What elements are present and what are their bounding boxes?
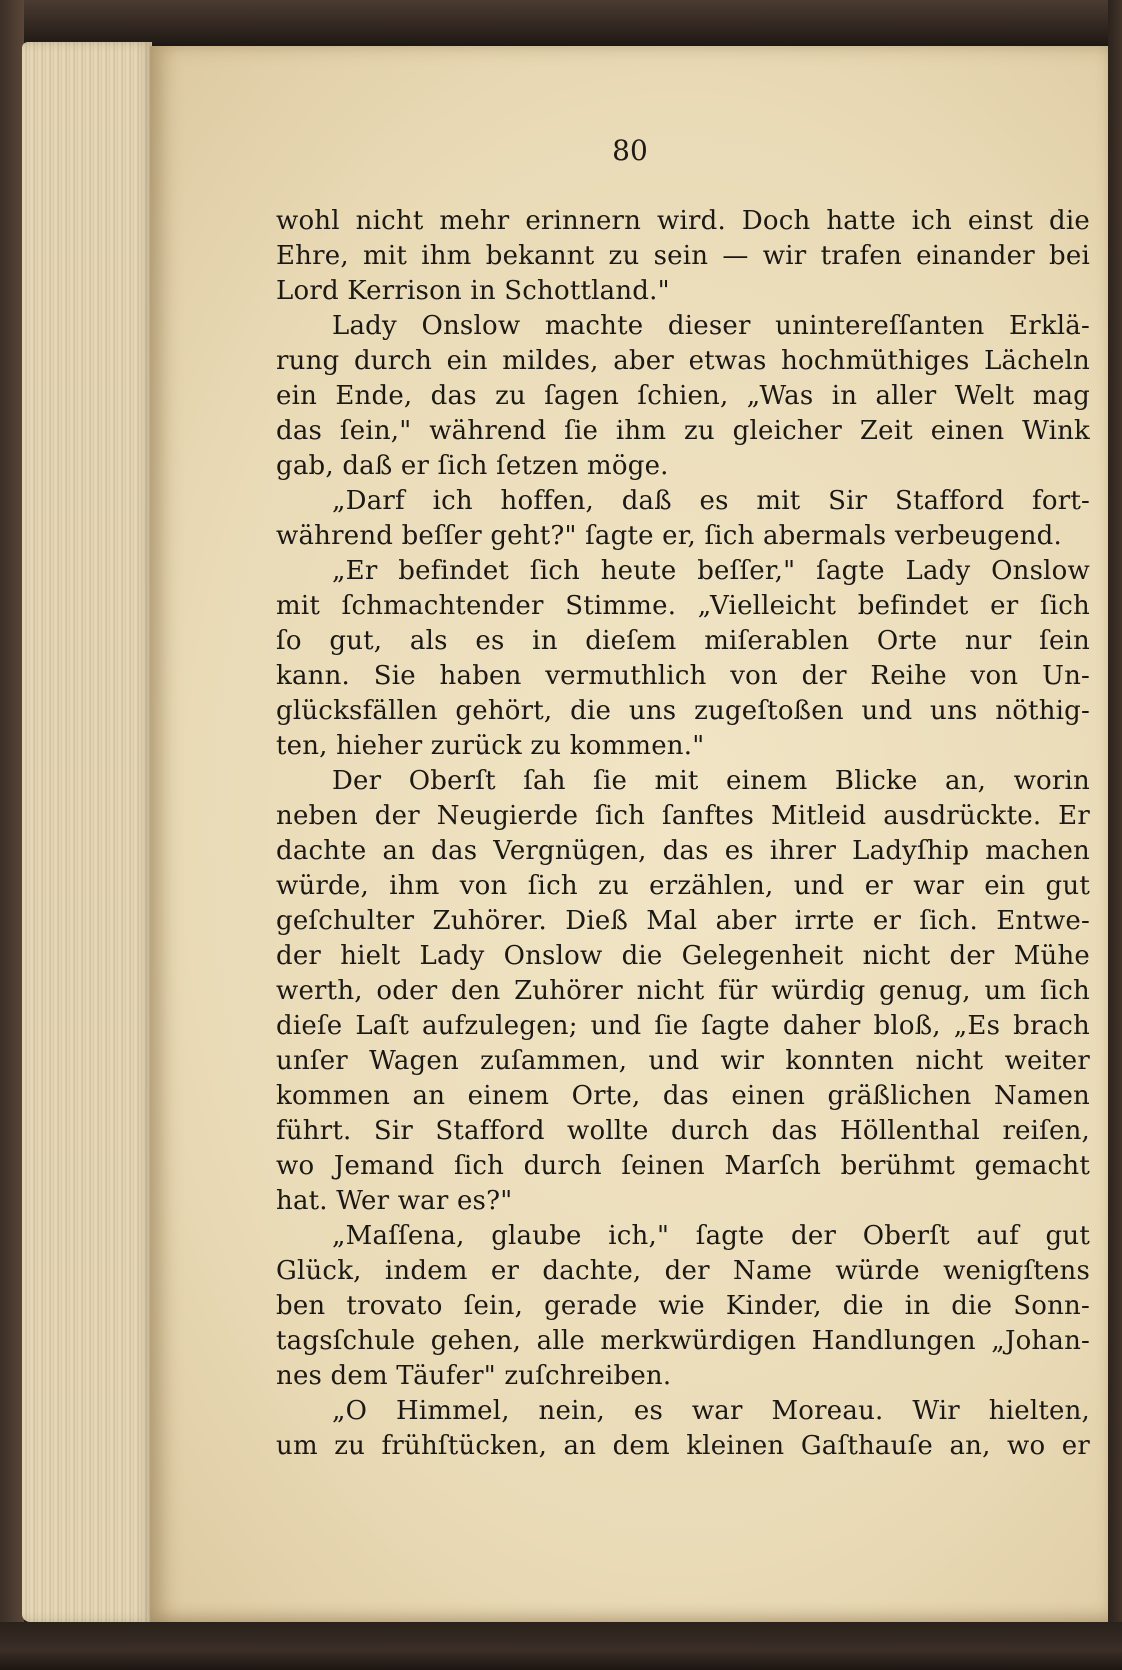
text-line: rung durch ein mildes, aber etwas hochmüthiges Lächeln [276,346,1090,376]
text-line: ben trovato ſein, gerade wie Kinder, die in die Sonn- [276,1291,1090,1321]
text-line: tagsſchule gehen, alle merkwürdigen Handlungen „Johan- [276,1326,1090,1356]
book-cover-bottom [0,1622,1122,1670]
text-line: geſchulter Zuhörer. Dieß Mal aber irrte er ſich. Entwe- [276,906,1090,936]
text-line: ten, hieher zurück zu kommen." [276,731,705,761]
text-line: „Darf ich hoffen, daß es mit Sir Stafford fort- [332,486,1090,516]
text-line: Lord Kerrison in Schottland." [276,276,670,306]
text-line: Ehre, mit ihm bekannt zu sein — wir trafen einander bei [276,241,1090,271]
text-line: „O Himmel, nein, es war Moreau. Wir hielten, [332,1396,1090,1426]
text-line: führt. Sir Stafford wollte durch das Höllenthal reiſen, [276,1116,1090,1146]
text-line: der hielt Lady Onslow die Gelegenheit nicht der Mühe [276,941,1090,971]
text-line: gab, daß er ſich ſetzen möge. [276,451,669,481]
page-edges [22,42,152,1622]
text-line: „Er befindet ſich heute beſſer," ſagte Lady Onslow [332,556,1090,586]
book-cover-left [0,0,24,1670]
book-cover-top [0,0,1122,46]
text-line: während beſſer geht?" ſagte er, ſich abermals verbeugend. [276,521,1062,551]
text-line: ein Ende, das zu ſagen ſchien, „Was in aller Welt mag [276,381,1090,411]
text-line: glücksfällen gehört, die uns zugeſtoßen und uns nöthig- [276,696,1090,726]
text-line: hat. Wer war es?" [276,1186,513,1216]
text-line: wohl nicht mehr erinnern wird. Doch hatte ich einst die [276,206,1090,236]
book-cover-right [1108,0,1122,1670]
text-line: kann. Sie haben vermuthlich von der Reihe von Un- [276,661,1090,691]
text-line: dieſe Laſt aufzulegen; und ſie ſagte daher bloß, „Es brach [276,1011,1090,1041]
text-line: werth, oder den Zuhörer nicht für würdig genug, um ſich [276,976,1090,1006]
text-line: mit ſchmachtender Stimme. „Vielleicht befindet er ſich [276,591,1090,621]
text-line: nes dem Täufer" zuſchreiben. [276,1361,672,1391]
text-line: Der Oberſt ſah ſie mit einem Blicke an, worin [332,766,1090,796]
text-line: unſer Wagen zuſammen, und wir konnten nicht weiter [276,1046,1090,1076]
text-line: dachte an das Vergnügen, das es ihrer Ladyſhip machen [276,836,1090,866]
body-text [276,204,1090,1464]
text-line: ſo gut, als es in dieſem miſerablen Orte nur ſein [276,626,1090,656]
text-line: wo Jemand ſich durch ſeinen Marſch berühmt gemacht [276,1151,1090,1181]
text-line: Lady Onslow machte dieser unintereſſanten Erklä- [332,311,1090,341]
page-number: 80 [612,134,648,167]
text-line: würde, ihm von ſich zu erzählen, und er war ein gut [276,871,1090,901]
text-line: das ſein," während ſie ihm zu gleicher Zeit einen Wink [276,416,1090,446]
text-line: um zu frühſtücken, an dem kleinen Gaſthauſe an, wo er [276,1431,1090,1461]
text-line: Glück, indem er dachte, der Name würde wenigſtens [276,1256,1090,1286]
text-line: kommen an einem Orte, das einen gräßlichen Namen [276,1081,1090,1111]
text-line: neben der Neugierde ſich ſanftes Mitleid ausdrückte. Er [276,801,1090,831]
text-line: „Maſſena, glaube ich," ſagte der Oberſt auf gut [332,1221,1090,1251]
